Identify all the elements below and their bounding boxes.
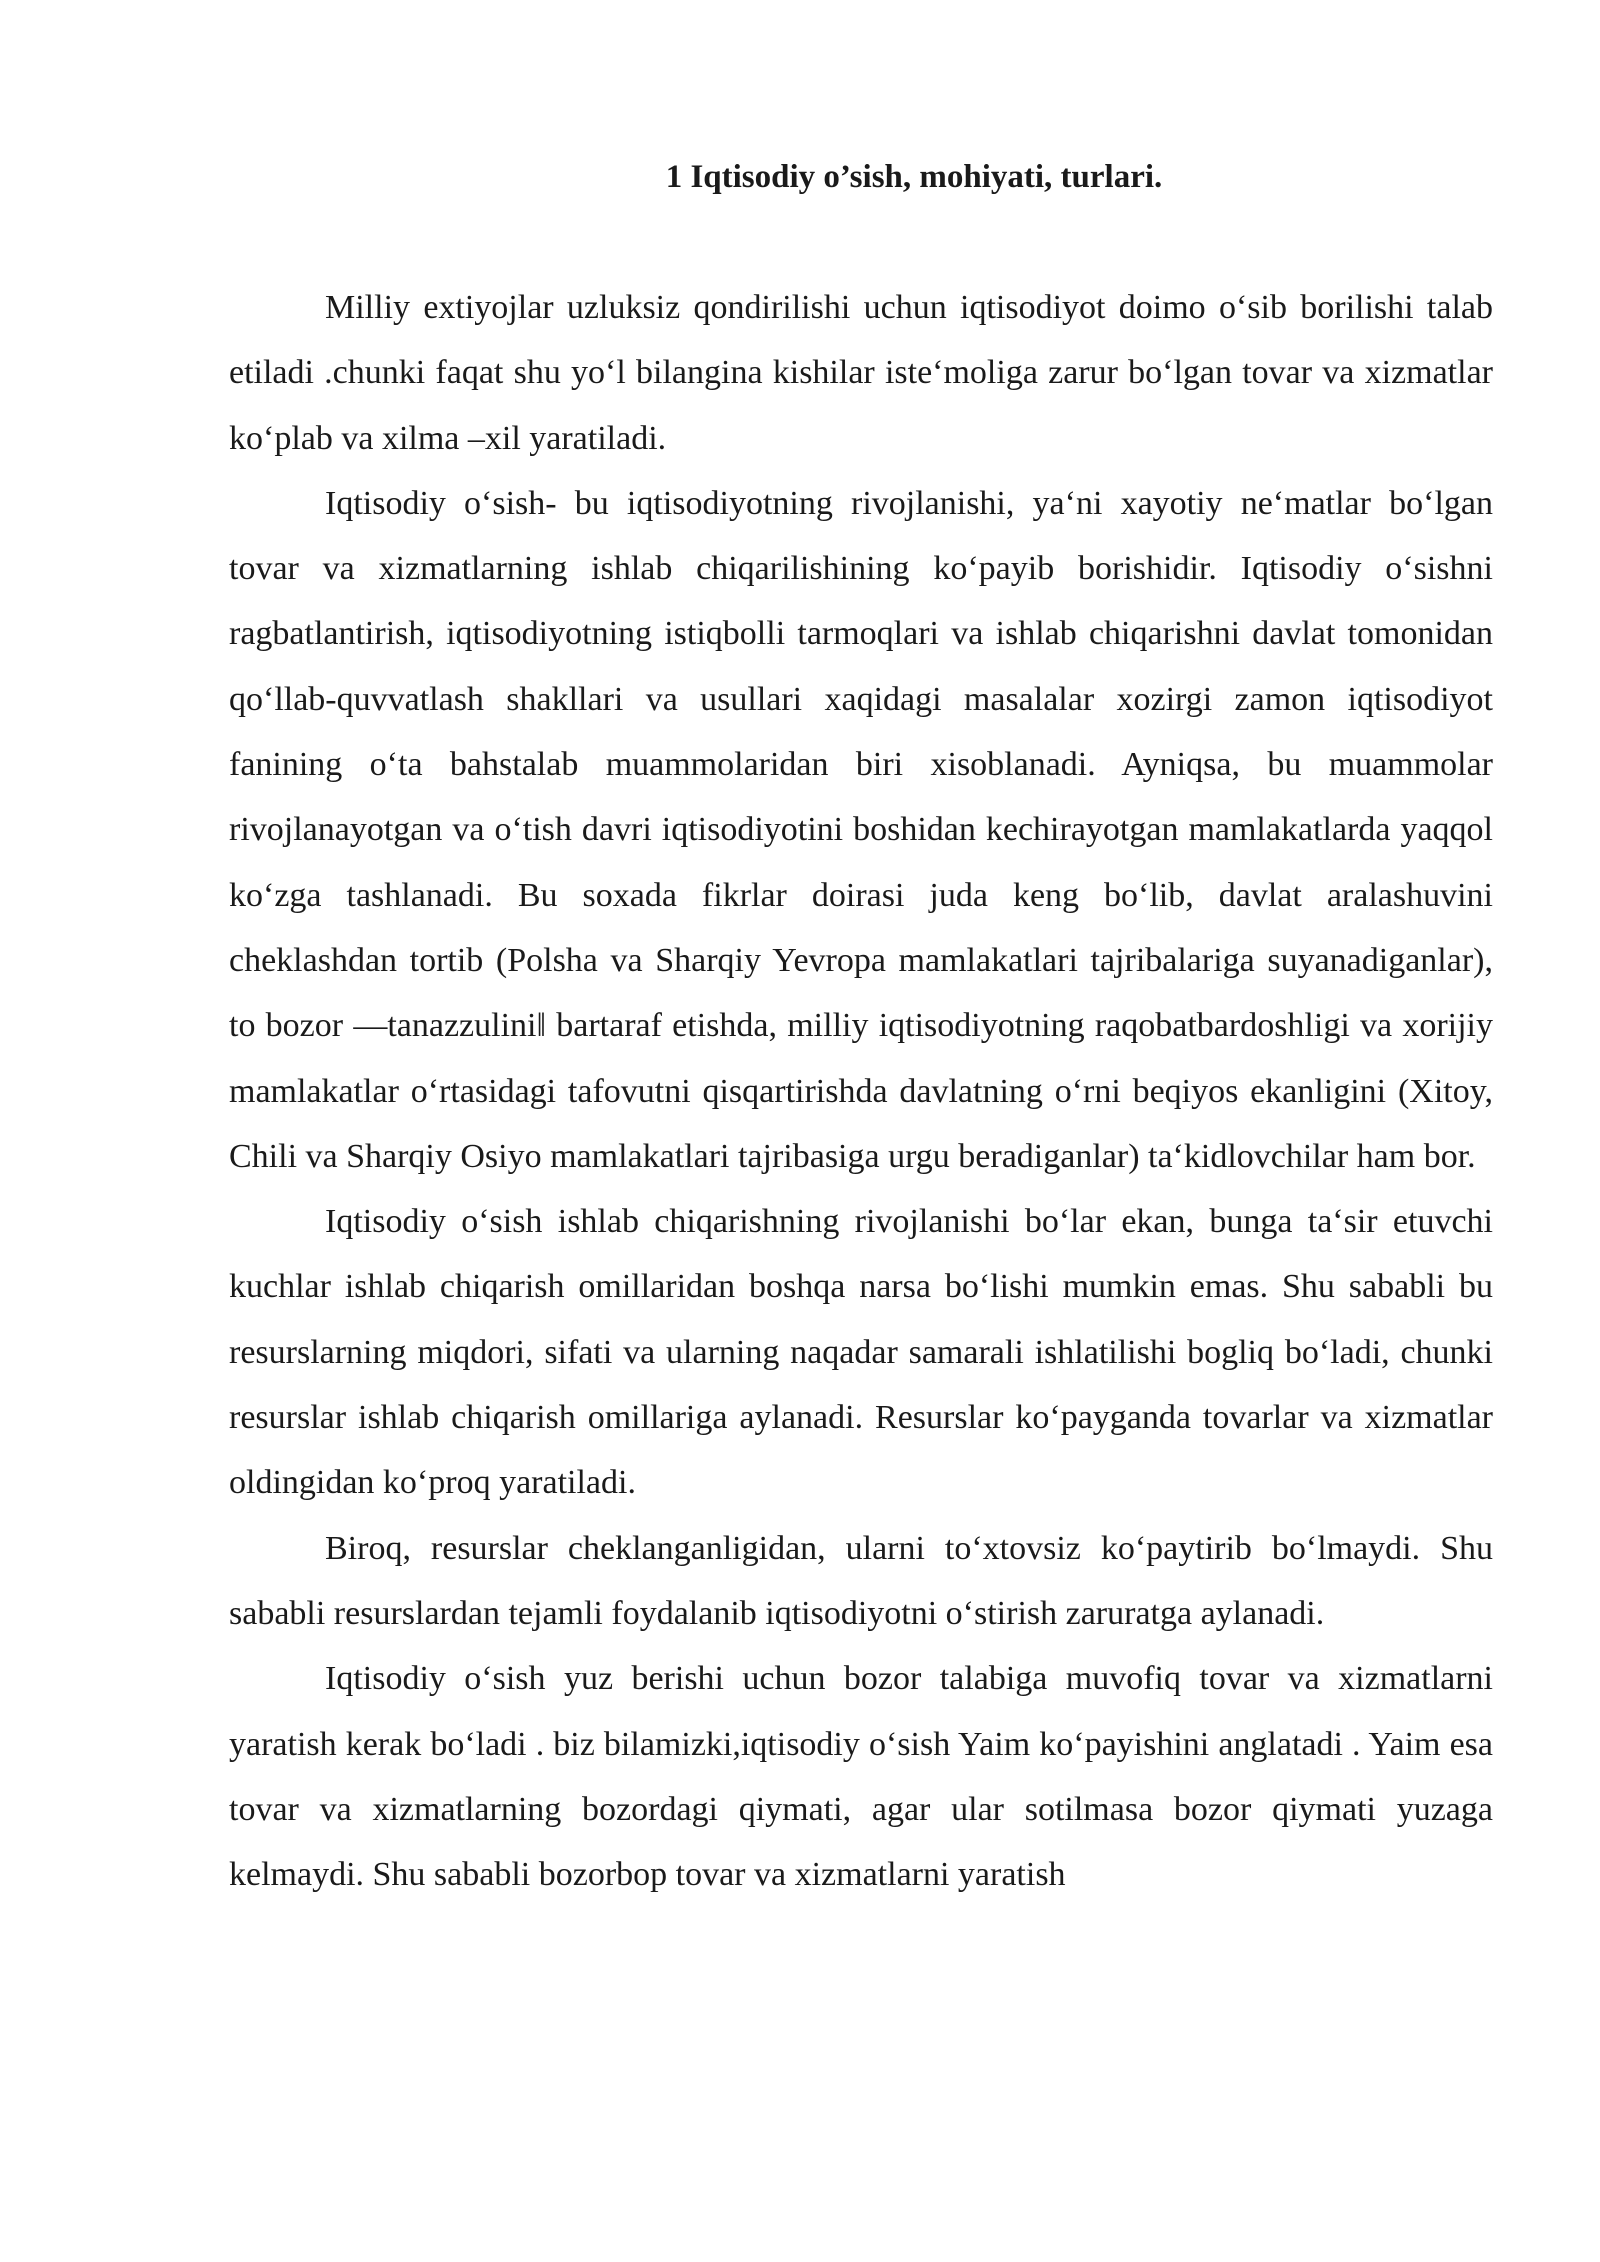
- paragraph-4: Biroq, resurslar cheklanganligidan, ularni to‘xtovsiz ko‘paytirib bo‘lmaydi. Shu sababli resurslardan tejamli foydalanib iqtisodiyotni o‘stirish zaruratga aylanadi.: [229, 1529, 1493, 1632]
- document-body: [229, 145, 1493, 1907]
- title-spacer: [229, 210, 1493, 275]
- paragraph-5: Iqtisodiy o‘sish yuz berishi uchun bozor talabiga muvofiq tovar va xizmatlarni yaratish kerak bo‘ladi . biz bilamizki,iqtisodiy o‘sish Yaim ko‘payishini anglatadi . Yaim esa tovar va xizmatlarning bozordagi qiymati, agar ular sotilmasa bozor qiymati yuzaga kelmaydi. Shu sababli bozorbop tovar va xizmatlarni yaratish: [229, 1660, 1493, 1894]
- paragraph-1: Milliy extiyojlar uzluksiz qondirilishi uchun iqtisodiyot doimo o‘sib borilishi talab etiladi .chunki faqat shu yo‘l bilangina kishilar iste‘moliga zarur bo‘lgan tovar va xizmatlar ko‘plab va xilma –xil yaratiladi.: [229, 289, 1493, 457]
- paragraph-2: Iqtisodiy o‘sish- bu iqtisodiyotning rivojlanishi, ya‘ni xayotiy ne‘matlar bo‘lgan tovar va xizmatlarning ishlab chiqarilishining ko‘payib borishidir. Iqtisodiy o‘sishni ragbatlantirish, iqtisodiyotning istiqbolli tarmoqlari va ishlab chiqarishni davlat tomonidan qo‘llab-quvvatlash shakllari va usullari xaqidagi masalalar xozirgi zamon iqtisodiyot fanining o‘ta bahstalab muammolaridan biri xisoblanadi. Ayniqsa, bu muammolar rivojlanayotgan va o‘tish davri iqtisodiyotini boshidan kechirayotgan mamlakatlarda yaqqol ko‘zga tashlanadi. Bu soxada fikrlar doirasi juda keng bo‘lib, davlat aralashuvini cheklashdan tortib (Polsha va Sharqiy Yevropa mamlakatlari tajribalariga suyanadiganlar), to bozor ―tanazzulini‖ bartaraf etishda, milliy iqtisodiyotning raqobatbardoshligi va xorijiy mamlakatlar o‘rtasidagi tafovutni qisqartirishda davlatning o‘rni beqiyos ekanligini (Xitoy, Chili va Sharqiy Osiyo mamlakatlari tajribasiga urgu beradiganlar) ta‘kidlovchilar ham bor.: [229, 484, 1493, 1175]
- page-title: 1 Iqtisodiy o’sish, mohiyati, turlari.: [665, 159, 1163, 195]
- paragraph-3: Iqtisodiy o‘sish ishlab chiqarishning rivojlanishi bo‘lar ekan, bunga ta‘sir etuvchi kuchlar ishlab chiqarish omillaridan boshqa narsa bo‘lishi mumkin emas. Shu sababli bu resurslarning miqdori, sifati va ularning naqadar samarali ishlatilishi bogliq bo‘ladi, chunki resurslar ishlab chiqarish omillariga aylanadi. Resurslar ko‘payganda tovarlar va xizmatlar oldingidan ko‘proq yaratiladi.: [229, 1203, 1493, 1502]
